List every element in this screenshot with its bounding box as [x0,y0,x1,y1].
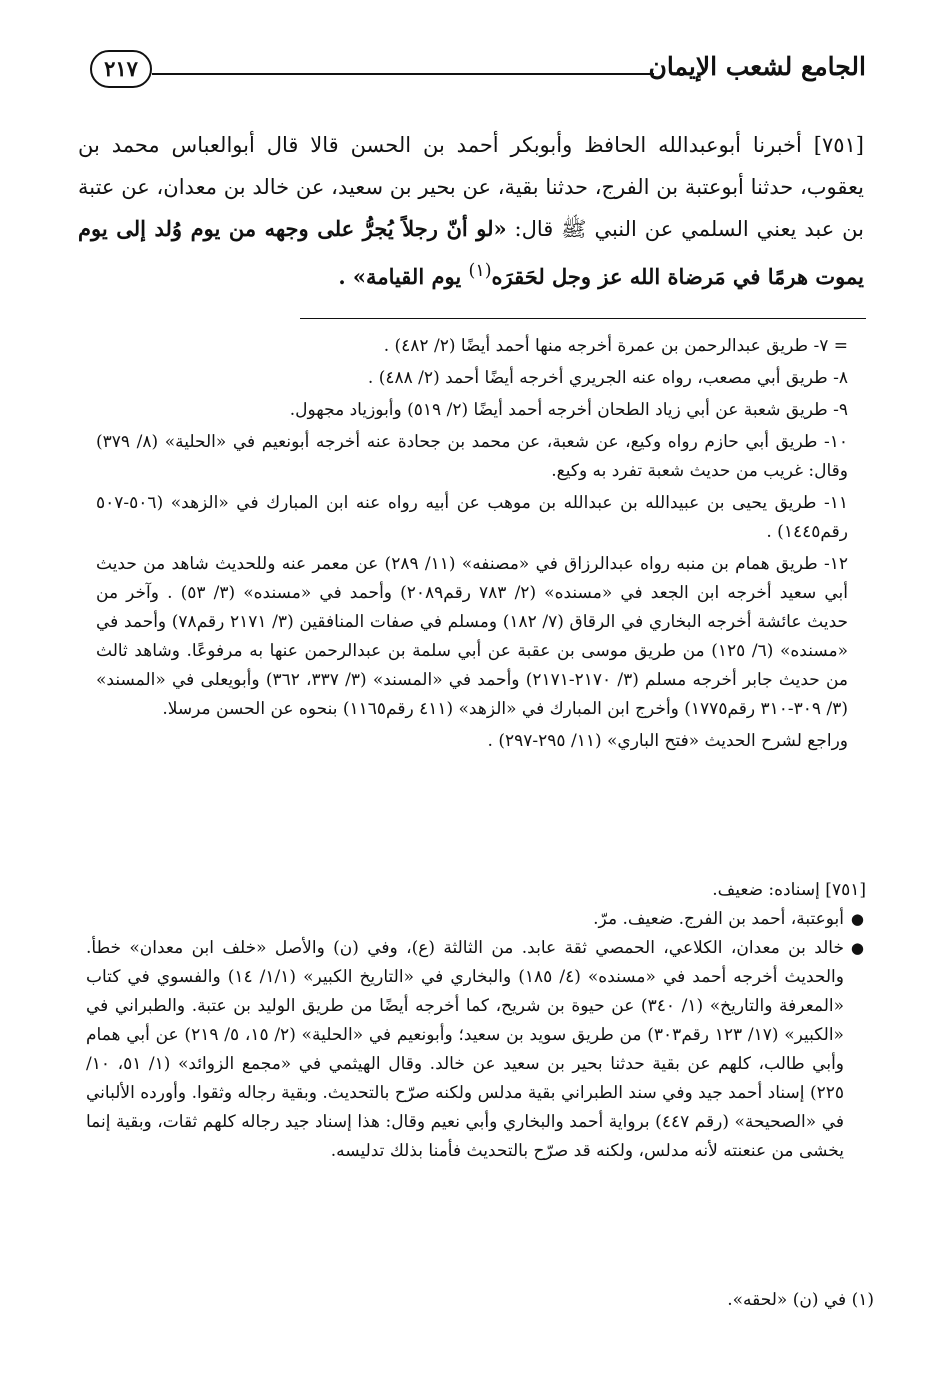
list-item [86,934,866,1166]
hadith-text [78,124,864,298]
narrator-list [86,905,866,1166]
page-header [90,44,866,108]
narrator-note: خالد بن معدان، الكلاعي، الحمصي ثقة عابد. من الثالثة (ع)، وفي (ن) والأصل «خلف ابن معدان» خطأ. والحديث أخرجه أحمد في «مسنده» (٤/ ١٨٥) والبخاري في «التاريخ الكبير» (١/١/ ١٤) والفسوي في كتاب «المعرفة والتاريخ» (١/ ٣٤٠) عن حيوة بن شريح، كما أخرجه أيضًا من طريق الوليد بن عتبة. والطبراني في «الكبير» (١٧/ ١٢٣ رقم٣٠٣) من طريق سويد بن سعيد؛ وأبونعيم في «الحلية» (٢/ ١٥، ٥/ ٢١٩) عن أبي همام وأبي طالب، كلهم عن بقية حدثنا بحير بن سعيد عن خالد. وقال الهيثمي في «مجمع الزوائد» (١/ ٥١، ١٠/ ٢٢٥) إسناد أحمد جيد وفي سند الطبراني بقية مدلس ولكنه صرّح بالتحديث. وبقية رجاله وثقوا. وأورده الألباني في «الصحيحة» (رقم ٤٤٧) برواية أحمد والبخاري وأبي نعيم وقال: هذا إسناد جيد رجاله كلهم ثقات، وبقية إنما يخشى من عنعنته لأنه مدلس، ولكنه قد صرّح بالتحديث فأمنا بذلك تدليسه. [86,938,845,1161]
header-rule [152,73,654,75]
footnotes-section [96,332,848,759]
footnote-item: وراجع لشرح الحديث «فتح الباري» (١١/ ٢٩٥-٢٩٧) . [487,731,848,751]
hadith-paragraph [78,124,864,298]
footnote-item: ٨- طريق أبي مصعب، رواه عنه الجريري أخرجه أيضًا أحمد (٢/ ٤٨٨) . [367,368,848,388]
analysis-heading: [٧٥١] إسناده: ضعيف. [712,880,866,900]
narrator-note: أبوعتبة، أحمد بن الفرج. ضعيف. مرّ. [593,909,844,929]
footnote-item: ٩- طريق شعبة عن أبي زياد الطحان أخرجه أحمد أيضًا (٢/ ٥١٩) وأبوزياد مجهول. [289,400,848,420]
footnote-separator [300,318,866,319]
hadith-isnad: [٧٥١] أخبرنا أبوعبدالله الحافظ وأبوبكر أحمد بن الحسن قالا قال أبوالعباس محمد بن يعقوب، حدثنا أبوعتبة بن الفرج، حدثنا بقية، عن بحير بن سعيد، عن خالد بن معدان، عن عتبة بن عبد يعني السلمي عن النبي ﷺ قال: [78,133,864,241]
bullet-icon: ● [850,939,864,957]
isnad-analysis [86,876,866,1166]
hadith-matn: «لو أنّ رجلاً يُجرُّ على وجهه من يوم وُلد إلى يوم يموت هرمًا في مَرضاة الله عز وجل لحَقرَه [78,216,864,289]
hadith-matn-end: يوم القيامة» . [338,264,469,289]
page-number: ٢١٧ [90,50,152,88]
footnote-ref: (١) [468,261,492,281]
page-footnote: (١) في (ن) «لحقه». [727,1290,874,1310]
footnote-item: = ٧- طريق عبدالرحمن بن عمرة أخرجه منها أحمد أيضًا (٢/ ٤٨٢) . [383,336,848,356]
footnote-item: ١٢- طريق همام بن منبه رواه عبدالرزاق في «مصنفه» (١١/ ٢٨٩) عن معمر عنه وللحديث شاهد من حديث أبي سعيد أخرجه ابن الجعد في «مسنده» (٢/ ٧٨٣ رقم٢٠٨٩) وأحمد في «مسنده» (٣/ ٥٣) . وآخر من حديث عائشة أخرجه البخاري في الرقاق (٧/ ١٨٢) ومسلم في صفات المنافقين (٣/ ٢١٧١ رقم٧٨) وأحمد في «مسنده» (٦/ ١٢٥) من طريق موسى بن عقبة عن أبي سلمة بن عبدالرحمن عنها به مرفوعًا. وشاهد ثالث من حديث جابر أخرجه مسلم (٣/ ٢١٧٠-٢١٧١) وأحمد في «المسند» (٣/ ٣٣٧، ٣٦٢) وأبويعلى في «المسند» (٣/ ٣٠٩-٣١٠ رقم١٧٧٥) وأخرج ابن المبارك في «الزهد» (٤١١ رقم١١٦٥) بنحوه عن الحسن مرسلا. [96,554,849,719]
book-title: الجامع لشعب الإيمان [648,52,866,81]
footnote-item: ١١- طريق يحيى بن عبيدالله بن عبدالله بن موهب عن أبيه رواه عنه ابن المبارك في «الزهد» (٥٠٦-٥٠٧ رقم١٤٤٥) . [96,493,848,542]
footnote-item: ١٠- طريق أبي حازم رواه وكيع، عن شعبة، عن محمد بن جحادة عنه أخرجه أبونعيم في «الحلية» (٨/ ٣٧٩) وقال: غريب من حديث شعبة تفرد به وكيع. [96,432,848,481]
bullet-icon: ● [850,910,864,928]
list-item [86,905,866,934]
